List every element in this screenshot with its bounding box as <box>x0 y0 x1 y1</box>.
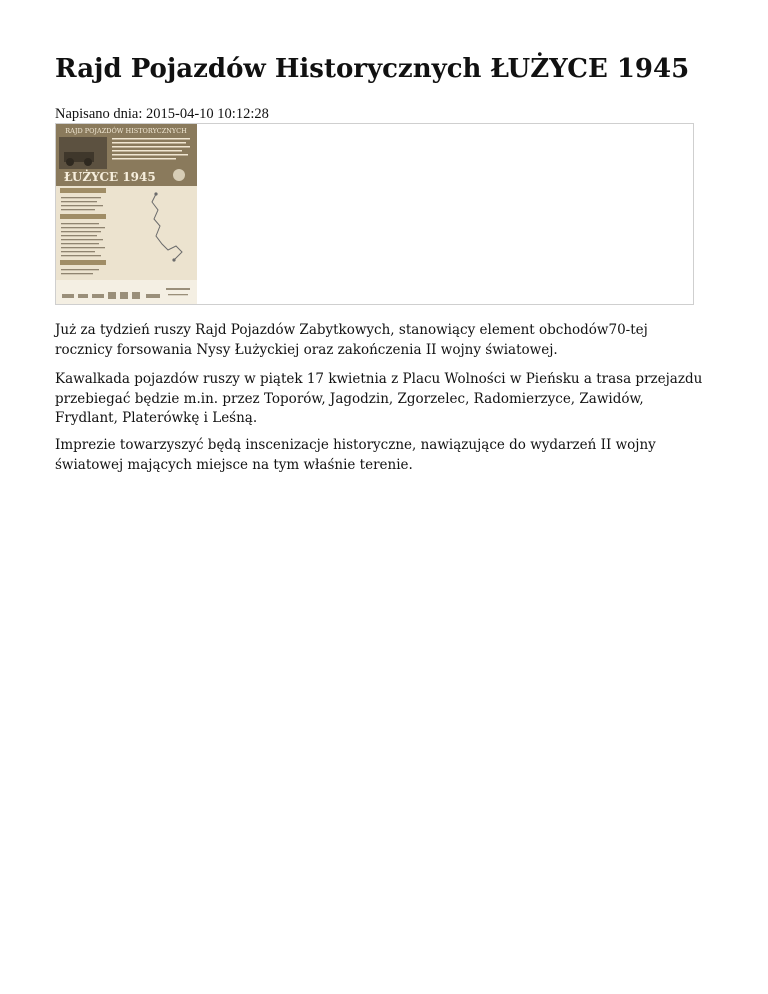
event-poster-image <box>56 124 197 304</box>
article-paragraph: Już za tydzień ruszy Rajd Pojazdów Zabytkowych, stanowiący element obchodów70-tej rocznicy forsowania Nysy Łużyckiej oraz zakończenia II wojny światowej. <box>55 322 648 358</box>
page-title: Rajd Pojazdów Historycznych ŁUŻYCE 1945 <box>55 54 690 84</box>
post-date: Napisano dnia: 2015-04-10 10:12:28 <box>55 106 269 122</box>
poster-big-title: ŁUŻYCE 1945 <box>64 170 156 184</box>
poster-banner-text: RAJD POJAZDÓW HISTORYCZNYCH <box>65 127 187 135</box>
poster-frame[interactable] <box>55 123 694 305</box>
article-paragraph: Imprezie towarzyszyć będą inscenizacje historyczne, nawiązujące do wydarzeń II wojny światowej mających miejsce na tym właśnie terenie. <box>55 437 656 473</box>
article-paragraph: Kawalkada pojazdów ruszy w piątek 17 kwietnia z Placu Wolności w Pieńsku a trasa przejazdu przebiegać będzie m.in. przez Toporów, Jagodzin, Zgorzelec, Radomierzyce, Zawidów, Frydlant, Platerówkę i Leśną. <box>55 371 703 426</box>
